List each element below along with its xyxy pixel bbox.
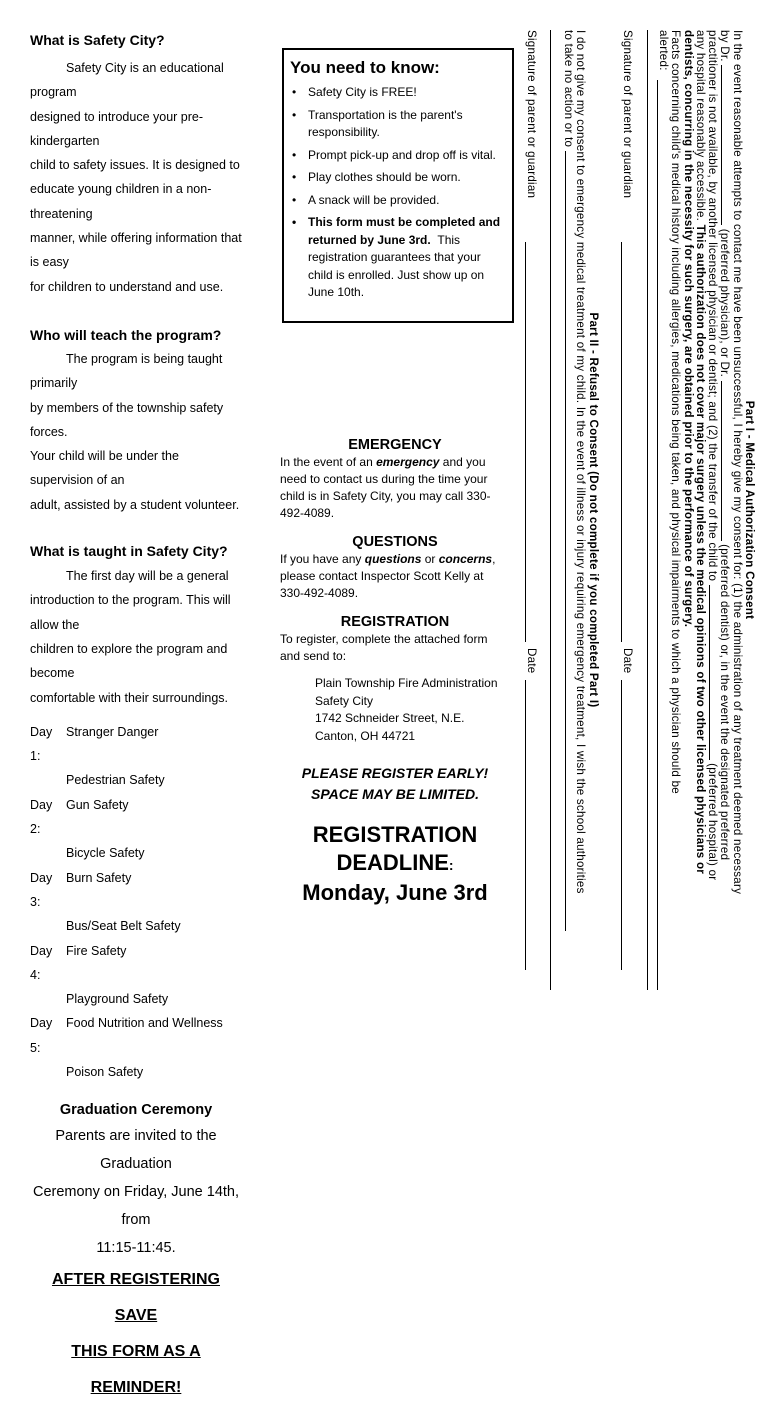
- what-line: Safety City is an educational program: [30, 61, 224, 100]
- what-line: manner, while offering information that is easy: [30, 231, 242, 270]
- box-list: [290, 84, 504, 302]
- part1-text: In the event reasonable attempts to contact me have been unsuccessful, I hereby give my consent for: (1) the administration of any treatment deemed necessary: [730, 30, 744, 895]
- day-label: Day 3:: [30, 870, 53, 909]
- registration-section: [280, 614, 510, 745]
- day-row: [30, 793, 242, 842]
- preferred-physician-field[interactable]: [721, 65, 722, 225]
- box-item: • Transportation is the parent's responsibility.: [290, 107, 504, 142]
- you-need-to-know-box: [282, 48, 514, 323]
- preferred-hospital-field[interactable]: [709, 585, 710, 760]
- date-label: Date: [524, 648, 538, 674]
- part1-text: any hospital reasonably accessible. This authorization does not cover major surgery unless the medical opinions of two other licensed physicians or: [693, 30, 707, 875]
- graduation-section: [30, 1098, 242, 1406]
- day-label: Day 5:: [30, 1016, 53, 1055]
- emergency-text: In the event of an emergency and you need to contact us during the time your child is in Safety City, you may call 330-492-4089.: [280, 455, 491, 520]
- middle-column: [280, 437, 510, 907]
- topic: Fire Safety: [66, 943, 127, 958]
- box-item: • Play clothes should be worn.: [290, 169, 504, 187]
- part2-signature-field[interactable]: [525, 242, 526, 642]
- left-column: [30, 30, 242, 1406]
- registration-deadline: REGISTRATION DEADLINE: Monday, June 3rd: [280, 821, 510, 907]
- questions-text: If you have any questions or concerns, please contact Inspector Scott Kelly at 330-492-4089.: [280, 552, 496, 600]
- topic: Pedestrian Safety: [66, 773, 165, 788]
- signature-label: Signature of parent or guardian: [524, 30, 538, 199]
- day-label: Day 2:: [30, 797, 53, 837]
- what-line: child to safety issues. It is designed to: [30, 158, 240, 173]
- save-reminder-line: THIS FORM AS A REMINDER!: [71, 1343, 201, 1397]
- register-early-notice: PLEASE REGISTER EARLY! SPACE MAY BE LIMITED.: [301, 765, 489, 802]
- what-is-taught-heading: What is taught in Safety City?: [30, 543, 228, 560]
- topic: Poison Safety: [66, 1064, 144, 1079]
- deadline-date: Monday, June 3rd: [302, 880, 488, 905]
- graduation-line: Ceremony on Friday, June 14th, from: [32, 1184, 240, 1229]
- schedule-list: [30, 720, 242, 1084]
- who-line: adult, assisted by a student volunteer.: [30, 497, 240, 512]
- part2-signature-row: [524, 30, 537, 990]
- emergency-heading: EMERGENCY: [348, 437, 442, 453]
- consent-form-rotated: [524, 30, 756, 990]
- topic: Bus/Seat Belt Safety: [66, 919, 181, 934]
- address-line: Plain Township Fire Administration: [315, 676, 498, 690]
- taught-line: The first day will be a general: [66, 569, 229, 584]
- graduation-line: Parents are invited to the Graduation: [55, 1128, 217, 1173]
- address-line: Safety City: [315, 693, 374, 708]
- box-title: You need to know:: [290, 58, 440, 77]
- who-will-teach-heading: Who will teach the program?: [30, 326, 222, 343]
- graduation-heading: Graduation Ceremony: [59, 1102, 213, 1119]
- part1-text: by Dr. (preferred physician), or Dr. (preferred dentist) or, in the event the designated preferred: [718, 30, 732, 861]
- day-label: Day 1:: [30, 724, 53, 764]
- part1-date-field[interactable]: [621, 680, 622, 970]
- part2-date-field[interactable]: [525, 680, 526, 970]
- medical-history-line[interactable]: [657, 80, 658, 990]
- medical-history-line[interactable]: [647, 30, 648, 990]
- what-line: for children to understand and use.: [30, 279, 224, 294]
- topic: Gun Safety: [66, 797, 129, 812]
- box-item-bold: This form must be completed and returned by June 3rd.: [308, 215, 501, 247]
- who-line: Your child will be under the supervision of an: [30, 449, 179, 488]
- box-item: • A snack will be provided.: [290, 192, 504, 210]
- graduation-line: 11:15-11:45.: [96, 1240, 176, 1257]
- box-item: • Safety City is FREE!: [290, 84, 504, 102]
- signature-label: Signature of parent or guardian: [620, 30, 634, 199]
- topic: Burn Safety: [66, 870, 132, 885]
- mailing-address: [280, 675, 510, 745]
- day-row: [30, 720, 242, 769]
- taught-line: comfortable with their surroundings.: [30, 690, 229, 705]
- topic: Food Nutrition and Wellness: [66, 1016, 223, 1031]
- box-item: • Prompt pick-up and drop off is vital.: [290, 147, 504, 165]
- what-line: designed to introduce your pre-kindergarten: [30, 109, 204, 148]
- address-line: Canton, OH 44721: [315, 728, 416, 743]
- day-row: [30, 866, 242, 915]
- part1-text: Facts concerning child's medical history including allergies, medications being taken, and physical impairments to which a physician should be: [669, 30, 683, 794]
- registration-text: To register, complete the attached form and send to:: [280, 632, 488, 663]
- address-line: 1742 Schneider Street, N.E.: [315, 711, 465, 725]
- part1-text: dentists, concurring in the necessity for such surgery, are obtained prior to the performance of surgery.: [681, 30, 695, 628]
- part2-text: to take no action or to: [562, 30, 574, 990]
- part1-heading: Part I - Medical Authorization Consent: [743, 400, 756, 620]
- registration-heading: REGISTRATION: [340, 614, 450, 630]
- taught-line: introduction to the program. This will allow the: [30, 593, 231, 632]
- preferred-dentist-field[interactable]: [721, 381, 722, 541]
- date-label: Date: [620, 648, 634, 674]
- part1-signature-row: [620, 30, 633, 990]
- questions-section: [280, 534, 510, 602]
- part2-text: I do not give my consent to emergency medical treatment of my child. In the event of illness or injury requiring emergency treatment, I wish the school authorities: [574, 30, 588, 894]
- instructions-field[interactable]: [565, 151, 566, 931]
- topic: Bicycle Safety: [66, 846, 145, 861]
- emergency-section: [280, 437, 510, 522]
- day-label: Day 4:: [30, 943, 53, 982]
- part1-text: practitioner is not available, by another licensed physician or dentist; and (2) the transfer of the child to (preferred hospital) or: [706, 30, 720, 881]
- part1-text: alerted:: [656, 30, 670, 71]
- taught-line: children to explore the program and become: [30, 641, 228, 681]
- topic: Stranger Danger: [66, 724, 159, 739]
- instructions-line[interactable]: [550, 30, 551, 990]
- topic: Playground Safety: [66, 992, 169, 1007]
- day-row: [30, 939, 242, 988]
- what-is-safety-city-heading: What is Safety City?: [30, 32, 165, 48]
- save-reminder-line: AFTER REGISTERING SAVE: [51, 1271, 220, 1325]
- who-line: by members of the township safety forces.: [30, 400, 224, 439]
- part2-heading: Part II - Refusal to Consent (Do not complete if you completed Part I): [586, 312, 600, 708]
- what-line: educate young children in a non-threatening: [30, 182, 212, 221]
- who-line: The program is being taught primarily: [30, 351, 223, 391]
- box-item-rest: This registration guarantees that your child is enrolled. Just show up on June 10th.: [308, 232, 485, 299]
- day-row: [30, 1011, 242, 1060]
- deadline-label: REGISTRATION DEADLINE: [312, 822, 478, 875]
- box-item-deadline: [290, 214, 504, 302]
- part1-signature-field[interactable]: [621, 242, 622, 642]
- questions-heading: QUESTIONS: [352, 534, 438, 550]
